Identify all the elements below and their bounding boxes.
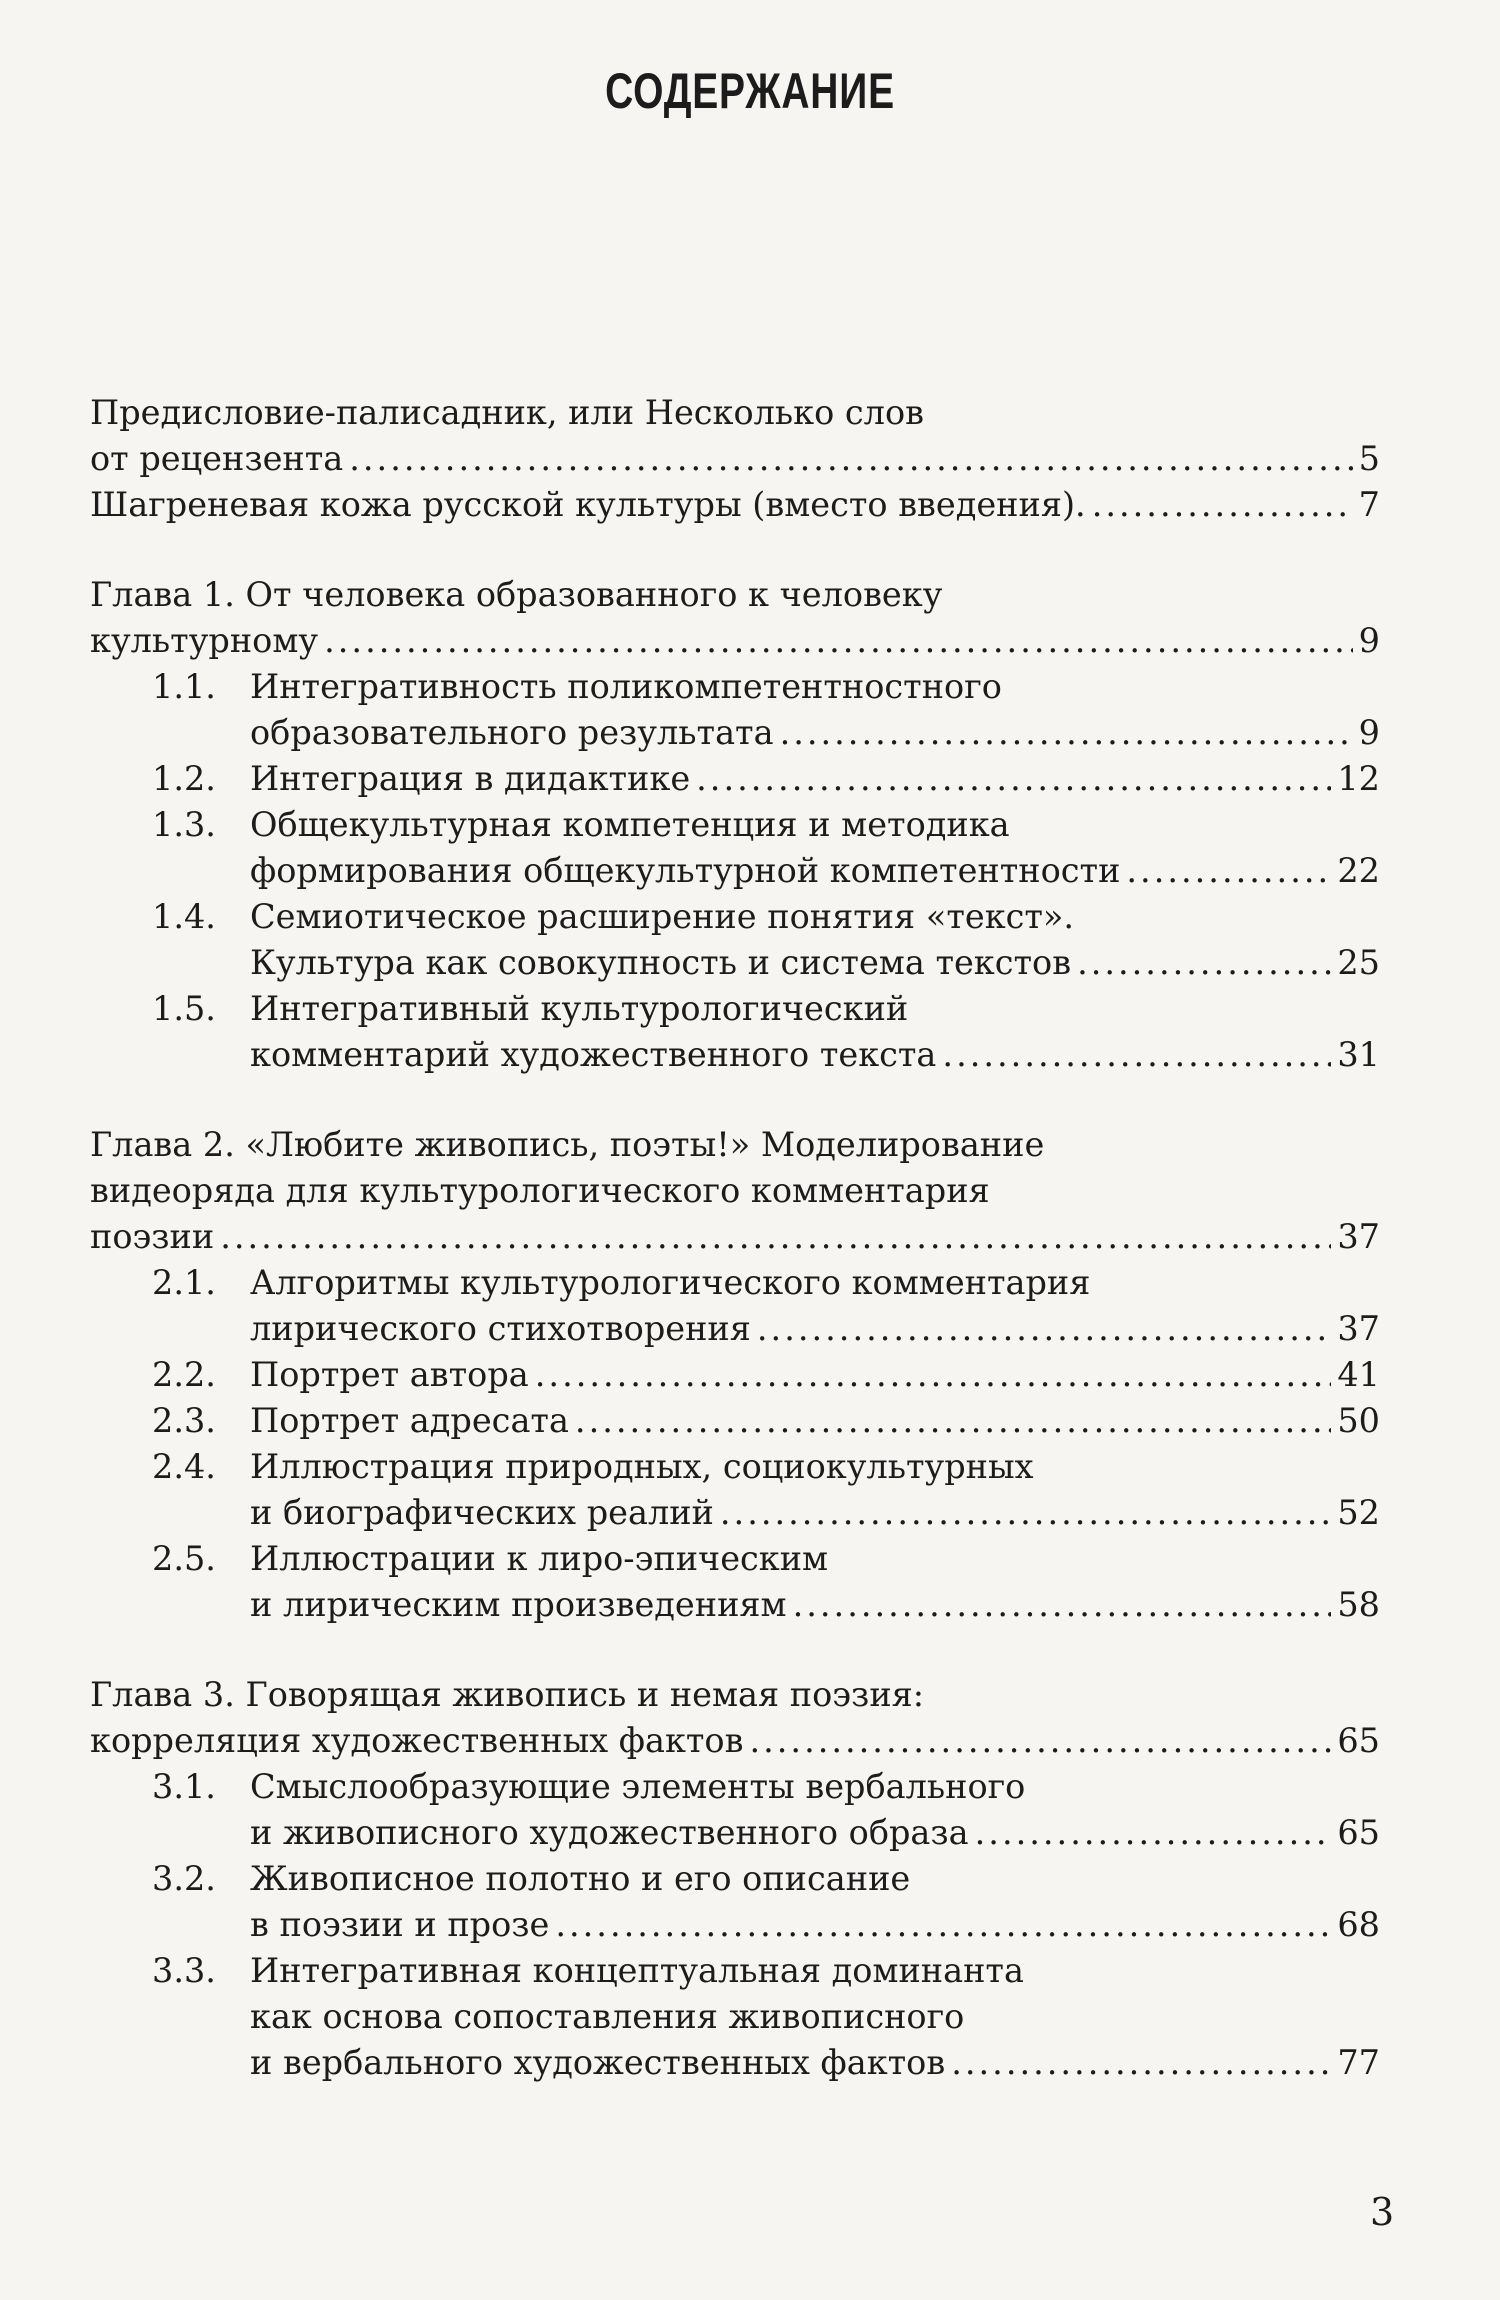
toc-section-2-3 — [90, 1398, 1380, 1444]
section-number: 1.4. — [152, 897, 216, 936]
chapter-title: Глава 2. «Любите живопись, поэты!» Моделирование — [90, 1125, 1045, 1164]
toc-entry-introduction — [90, 482, 1380, 528]
leader-dots — [1126, 848, 1331, 894]
section-title: Семиотическое расширение понятия «текст». — [250, 897, 1075, 936]
page-title: СОДЕРЖАНИЕ — [605, 63, 895, 119]
section-title: Алгоритмы культурологического комментария — [250, 1263, 1091, 1302]
page-ref: 12 — [1337, 759, 1380, 798]
leader-dots — [1077, 940, 1331, 986]
leader-dots — [696, 756, 1331, 802]
section-title: как основа сопоставления живописного — [250, 1997, 965, 2036]
page-ref: 9 — [1358, 621, 1380, 660]
leader-dots — [757, 1306, 1331, 1352]
section-title: и лирическим произведениям — [250, 1585, 787, 1624]
section-title: Иллюстрации к лиро-эпическим — [250, 1539, 829, 1578]
section-number: 3.2. — [152, 1859, 216, 1898]
section-title: Культура как совокупность и система текстов — [250, 943, 1072, 982]
toc-section-1-1 — [90, 664, 1380, 756]
leader-dots — [535, 1352, 1332, 1398]
section-title: Портрет адресата — [250, 1401, 569, 1440]
page-ref: 65 — [1337, 1813, 1380, 1852]
entry-text: Предисловие-палисадник, или Несколько слов — [90, 393, 924, 432]
toc-entry-preface — [90, 390, 1380, 482]
leader-dots — [220, 1214, 1331, 1260]
section-title: образовательного результата — [250, 713, 774, 752]
section-title: Интеграция в дидактике — [250, 759, 691, 798]
section-title: лирического стихотворения — [250, 1309, 751, 1348]
section-number: 2.4. — [152, 1447, 216, 1486]
section-title: комментарий художественного текста — [250, 1035, 937, 1074]
leader-dots — [749, 1718, 1331, 1764]
page-ref: 58 — [1337, 1585, 1380, 1624]
leader-dots — [720, 1490, 1331, 1536]
entry-text: Шагреневая кожа русской культуры (вместо введения). — [90, 485, 1086, 524]
toc-section-3-3 — [90, 1948, 1380, 2086]
section-title: Иллюстрация природных, социокультурных — [250, 1447, 1034, 1486]
section-number: 2.1. — [152, 1263, 216, 1302]
toc-section-2-5 — [90, 1536, 1380, 1628]
page-ref: 68 — [1337, 1905, 1380, 1944]
page-number: 3 — [1370, 2190, 1395, 2234]
page-ref: 22 — [1337, 851, 1380, 890]
chapter-title: поэзии — [90, 1217, 215, 1256]
section-title: Интегративный культурологический — [250, 989, 909, 1028]
toc-chapter-3 — [90, 1672, 1380, 1764]
chapter-title: культурному — [90, 621, 319, 660]
page-ref: 5 — [1358, 439, 1380, 478]
toc-section-1-5 — [90, 986, 1380, 1078]
entry-text: от рецензента — [90, 439, 344, 478]
section-number: 3.3. — [152, 1951, 216, 1990]
section-title: и живописного художественного образа — [250, 1813, 969, 1852]
section-title: Интегративная концептуальная доминанта — [250, 1951, 1024, 1990]
page-ref: 37 — [1337, 1217, 1380, 1256]
section-title: в поэзии и прозе — [250, 1905, 550, 1944]
leader-dots — [942, 1032, 1331, 1078]
section-title: и биографических реалий — [250, 1493, 714, 1532]
chapter-title: корреляция художественных фактов — [90, 1721, 744, 1760]
page-ref: 41 — [1337, 1355, 1380, 1394]
page-ref: 7 — [1358, 485, 1380, 524]
section-number: 2.2. — [152, 1355, 216, 1394]
chapter-title: Глава 3. Говорящая живопись и немая поэзия: — [90, 1675, 925, 1714]
toc-chapter-1 — [90, 572, 1380, 664]
page-ref: 37 — [1337, 1309, 1380, 1348]
toc-section-2-4 — [90, 1444, 1380, 1536]
table-of-contents — [90, 390, 1380, 2086]
page-ref: 52 — [1337, 1493, 1380, 1532]
page-ref: 65 — [1337, 1721, 1380, 1760]
leader-dots — [349, 436, 1352, 482]
leader-dots — [555, 1902, 1331, 1948]
section-title: Портрет автора — [250, 1355, 529, 1394]
toc-section-3-2 — [90, 1856, 1380, 1948]
page-ref: 31 — [1337, 1035, 1380, 1074]
toc-section-1-4 — [90, 894, 1380, 986]
section-title: Живописное полотно и его описание — [250, 1859, 911, 1898]
leader-dots — [324, 618, 1353, 664]
section-number: 1.1. — [152, 667, 216, 706]
page-ref: 50 — [1337, 1401, 1380, 1440]
section-title: Интегративность поликомпетентностного — [250, 667, 1002, 706]
section-title: Общекультурная компетенция и методика — [250, 805, 1010, 844]
toc-section-3-1 — [90, 1764, 1380, 1856]
chapter-title: Глава 1. От человека образованного к человеку — [90, 575, 943, 614]
section-number: 3.1. — [152, 1767, 216, 1806]
section-title: формирования общекультурной компетентности — [250, 851, 1121, 890]
section-number: 1.3. — [152, 805, 216, 844]
leader-dots — [780, 710, 1353, 756]
leader-dots — [951, 2040, 1331, 2086]
leader-dots — [975, 1810, 1332, 1856]
chapter-title: видеоряда для культурологического комментария — [90, 1171, 990, 1210]
section-number: 2.3. — [152, 1401, 216, 1440]
page-ref: 9 — [1358, 713, 1380, 752]
toc-section-1-3 — [90, 802, 1380, 894]
section-number: 1.2. — [152, 759, 216, 798]
toc-section-2-1 — [90, 1260, 1380, 1352]
leader-dots — [1092, 482, 1353, 528]
section-number: 1.5. — [152, 989, 216, 1028]
leader-dots — [793, 1582, 1332, 1628]
section-title: Смыслообразующие элементы вербального — [250, 1767, 1026, 1806]
toc-chapter-2 — [90, 1122, 1380, 1260]
toc-section-2-2 — [90, 1352, 1380, 1398]
leader-dots — [575, 1398, 1331, 1444]
page-ref: 25 — [1337, 943, 1380, 982]
toc-section-1-2 — [90, 756, 1380, 802]
page-ref: 77 — [1337, 2043, 1380, 2082]
section-number: 2.5. — [152, 1539, 216, 1578]
section-title: и вербального художественных фактов — [250, 2043, 946, 2082]
